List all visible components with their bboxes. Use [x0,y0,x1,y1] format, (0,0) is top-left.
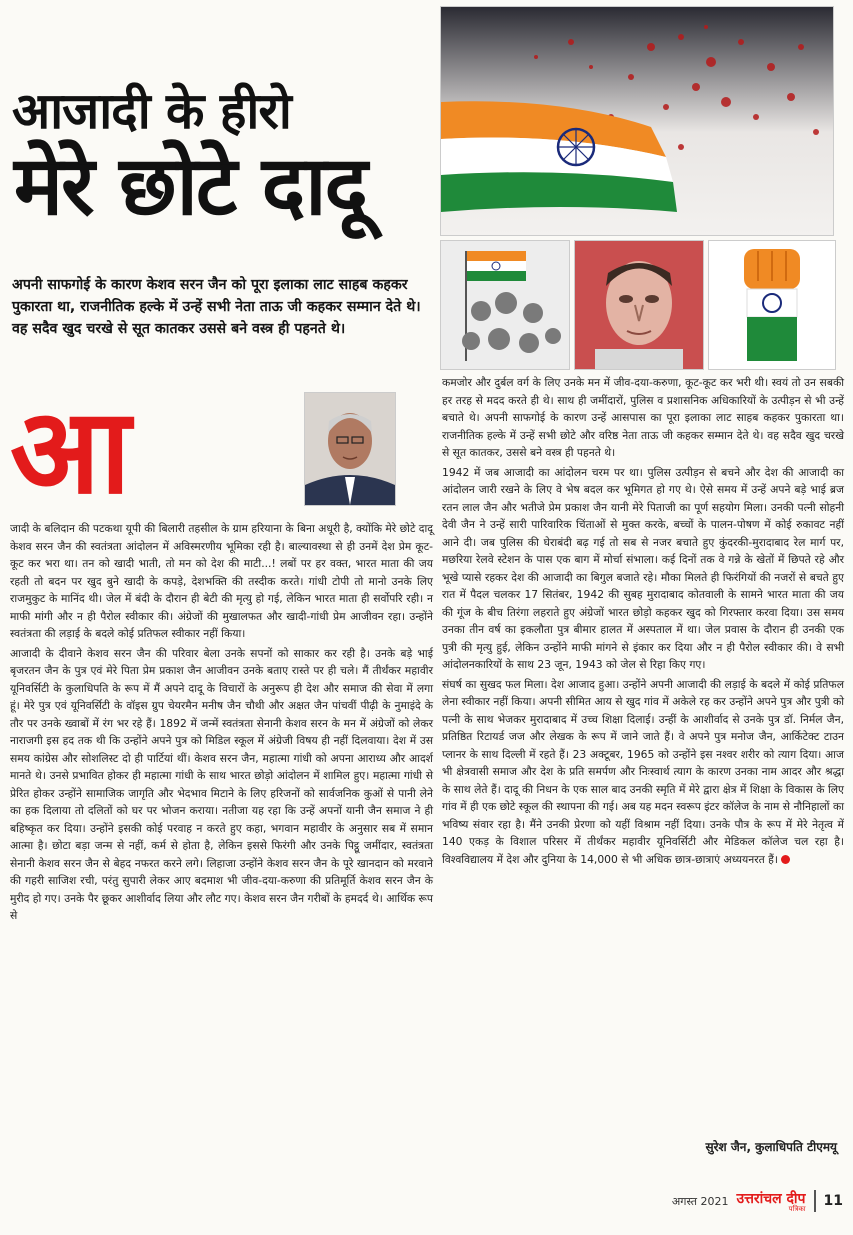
tricolor-flag-illustration [441,7,833,235]
body-left-para-1: जादी के बलिदान की पटकथा यूपी की बिलारी तहसील के ग्राम हरियाना के बिना अधूरी है, क्योंकि मेरे छोटे दादू केशव सरन जैन की स्वतंत्रता आंदोलन में अविस्मरणीय भूमिका रही है। बाल्यावस्था से ही उनमें देश प्रेम कूट-कूट कर भरा था। तन को खादी भाती, तो मन को देश की माटी...! लबों पर हर वक्त, भारत माता की जय रहती तो बदन पर खुद बुने खादी के कपड़े, देशभक्ति की तस्दीक करते। गांधी टोपी तो मानो उनके लिए राजमुकुट के मानिंद थी। जेल में बंदी के दौरान ही बेटी की मृत्यु हो गई, लेकिन भारत माता ही सर्वोपरि रही। न माफी मांगी और न ही पैरोल स्वीकार की। अंग्रेजों की मुखालफत और खादी-गांधी प्रेम आजीवन रहा। उन्होंने स्वतंत्रता की लड़ाई के बदले कोई प्रतिफल स्वीकार नहीं किया। [10,522,433,640]
byline: सुरेश जैन, कुलाधिपति टीएमयू [705,1140,837,1154]
thumb-freedom-fighters [440,240,570,370]
main-image [440,6,834,236]
magazine-name: उत्तरांचल दीप [736,1191,806,1207]
headline-line2: मेरे छोटे दादू [14,139,367,234]
end-mark-icon [781,855,790,864]
raised-fist-tricolor [709,241,835,369]
article-deck: अपनी साफगोई के कारण केशव सरन जैन को पूरा इलाका लाट साहब कहकर पुकारता था, राजनीतिक हल्के में उन्हें सभी नेता ताऊ जी कहकर सम्मान देते थे। वह सदैव खुद चरखे से सूत कातकर उससे बने वस्त्र ही पहनते थे। [12,277,421,337]
magazine-brand [737,1188,806,1214]
body-right-para-2: 1942 में जब आजादी का आंदोलन चरम पर था। पुलिस उत्पीड़न से बचने और देश की आजादी का आंदोलन जारी रखने के लिए वे भेष बदल कर भूमिगत हो गए थे। ऐसे समय में उन्हें अपने बड़े भाई ब्रज रतन लाल जैन और भतीजे प्रेम प्रकाश जैन यानी मेरे पिताजी का पूर्ण सहयोग मिला। उनकी पत्नी सोहनी देवी जैन ने उन्हें सारी पारिवारिक चिंताओं से मुक्त करके, बच्चों के पालन-पोषण में कोई रुकावट नहीं आने दी। जब पुलिस की घेराबंदी बढ़ गई तो सब से नजर बचाते हुए कुंदरकी-मुरादाबाद रेल मार्ग पर, मछरिया रेलवे स्टेशन के पास एक बाग में मोर्चा संभाला। कई दिनों तक वे गन्ने के खेतों में छिपते रहे और भूखे प्यासे रहकर देश की आजादी का बिगुल बजाते रहे। मौका मिलते ही फिरंगियों की नजरों से बचते हुए रात में पैदल चलकर 17 सितंबर, 1942 की सुबह मुरादाबाद कोतवाली के सामने भारत माता की जय की गूंज के बीच तिरंगा लहराते हुए अंग्रेजों भारत छोड़ो कहकर खुद को गिरफ्तार करवा दिया। उस समय उनका तीन वर्ष का इकलौता पुत्र बीमार हालत में अस्पताल में था। जेल प्रवास के दौरान ही उनकी एक पुत्री की मृत्यु हुई, लेकिन उन्होंने माफी मांगने से इंकार कर दिया और न ही पैरोल स्वीकार की। वे सभी आंदोलनकारियों के साथ 23 जून, 1943 को जेल से रिहा किए गए। [442,465,844,671]
freedom-fighters-collage [441,241,569,369]
body-right-para-3-text: संघर्ष का सुखद फल मिला। देश आजाद हुआ। उन्होंने अपनी आजादी की लड़ाई के बदले में कोई प्रतिफल लेना स्वीकार नहीं किया। अपनी सीमित आय से खुद गांव में अकेले रह कर उन्होंने अपने पुत्र और पुत्री को पत्नी के साथ भेजकर मुरादाबाद में उच्च शिक्षा दिलाई। उन्हीं के आशीर्वाद से उनके पुत्र डॉ. निर्मल जैन, प्रतिष्ठित रिटायर्ड जज और लेखक के रूप में जाने जाते हैं। वे अपने पुत्र मनोज जैन, आर्किटेक्ट टाउन प्लानर के साथ दिल्ली में रहते हैं। 23 अक्टूबर, 1965 को उन्होंने इस नश्वर शरीर को त्याग दिया। आज भी क्षेत्रवासी समाज और देश के प्रति समर्पण और निःस्वार्थ त्याग के कारण उनका नाम आदर और श्रद्धा के साथ लेते हैं। दादू की निधन के एक साल बाद उनकी स्मृति में मेरे द्वारा क्षेत्र में शिक्षा के विकास के लिए गांव में ही एक छोटे स्कूल की स्थापना की गई। अब यह मदन स्वरूप इंटर कॉलेज के नाम से नौनिहालों का भविष्य संवार रहा है। मैंने उनकी प्रेरणा को यहीं विश्राम नहीं दिया। उनके पौत्र के रूप में मेरे नेतृत्व में 140 एकड़ के विशाल परिसर में तीर्थंकर महावीर यूनिवर्सिटी और मेडिकल कॉलेज चल रहा है। विश्वविद्यालय में देश और दुनिया के 14,000 से भी अधिक छात्र-छात्राएं अध्ययनरत हैं। [442,677,844,866]
keshav-saran-jain-portrait [575,241,703,369]
footer-divider [814,1190,816,1212]
thumb-fist [708,240,836,370]
thumb-portrait [574,240,704,370]
author-photo [304,392,396,506]
drop-cap: आ [10,381,125,520]
issue-month: अगस्त 2021 [671,1194,729,1208]
body-right-para-3 [442,676,844,869]
magazine-subtitle: पत्रिका [788,1205,806,1213]
body-right-column [442,374,844,870]
body-left-column [10,520,433,927]
page-number: 11 [823,1193,843,1209]
body-left-para-2: आजादी के दीवाने केशव सरन जैन की परिवार बेला उनके सपनों को साकार कर रही है। उनके बड़े भाई बृजरतन जैन के पुत्र एवं मेरे पिता प्रेम प्रकाश जैन आजीवन उनके बताए रास्ते पर ही चले। मैं तीर्थंकर महावीर यूनिवर्सिटी के कुलाधिपति के रूप में मैं अपने दादू के विचारों के अनुरूप ही देश और समाज की सेवा में लगा हूं। मेरे पुत्र एवं यूनिवर्सिटी के वॉइस ग्रुप चेयरमैन मनीष जैन चौथी और अक्षत जैन पांचवीं पीढ़ी के नुमाइंदे के तौर पर उनके ख्वाबों में रंग भर रहे हैं। 1892 में जन्में स्वतंत्रता सेनानी केशव सरन के मन में अंग्रेजों को लेकर नाराजगी इस हद तक थी कि उन्होंने अपने पुत्र को मिडिल स्कूल में अंग्रेजी विषय ही नहीं दिलवाया। देश में उस समय कांग्रेस और सोशलिस्ट दो ही पार्टियां थीं। केशव सरन जैन, महात्मा गांधी को अपना आराध्य और आदर्श मानते थे। उनसे प्रभावित होकर ही महात्मा गांधी के साथ भारत छोड़ो आंदोलन में शामिल हुए। महात्मा गांधी से प्रेरित होकर उन्होंने सामाजिक जागृति और भेदभाव मिटाने के लिए हरिजनों को सार्वजनिक कुओं से पानी लेने का हक दिलाया तो दलितों को घर पर भोजन कराया। नतीजा यह रहा कि उन्हें अपनों यानी जैन समाज ने ही बहिष्कृत कर दिया। उन्होंने इसकी कोई परवाह न करते हुए कहा, भगवान महावीर के अनुसार सब में समान आत्मा है। छोटा बड़ा जन्म से नहीं, कर्म से होता है, लेकिन इससे फिरंगी और उनके पिट्ठू जमींदार, स्वतंत्रता सेनानी केशव सरन जैन से बेहद नफरत करने लगे। लिहाजा उन्होंने केशव सरन जैन के पूरे खानदान को मरवाने की गहरी साजिश रची, परंतु सुपारी लेकर आए बदमाश भी जीव-दया-करुणा की प्रतिमूर्ति केशव सरन जैन के मुरीद हो गए। उनके पैर छूकर आशीर्वाद लिया और लौट गए। केशव सरन जैन गरीबों के हमदर्द थे। आर्थिक रूप से [10,646,433,922]
page-footer [672,1188,843,1214]
body-right-para-1: कमजोर और दुर्बल वर्ग के लिए उनके मन में जीव-दया-करुणा, कूट-कूट कर भरी थी। स्वयं तो उन सबकी हर तरह से मदद करते ही थे। साथ ही जमींदारों, पुलिस व प्रशासनिक अधिकारियों के उत्पीड़न से भी उन्हें बचाते थे। अपनी साफगोई के कारण उन्हें आसपास का पूरा इलाका लाट साहब कहकर पुकारता था। राजनीतिक हल्के में उन्हें सभी छोटे और वरिष्ठ नेता ताऊ जी कहकर सम्मान देते थे। वह सदैव खुद चरखे से सूत कातकर, उससे बने वस्त्र ही पहनते थे। [442,376,844,459]
suresh-jain-portrait [305,393,395,505]
headline-line1: आजादी के हीरो [12,82,291,140]
